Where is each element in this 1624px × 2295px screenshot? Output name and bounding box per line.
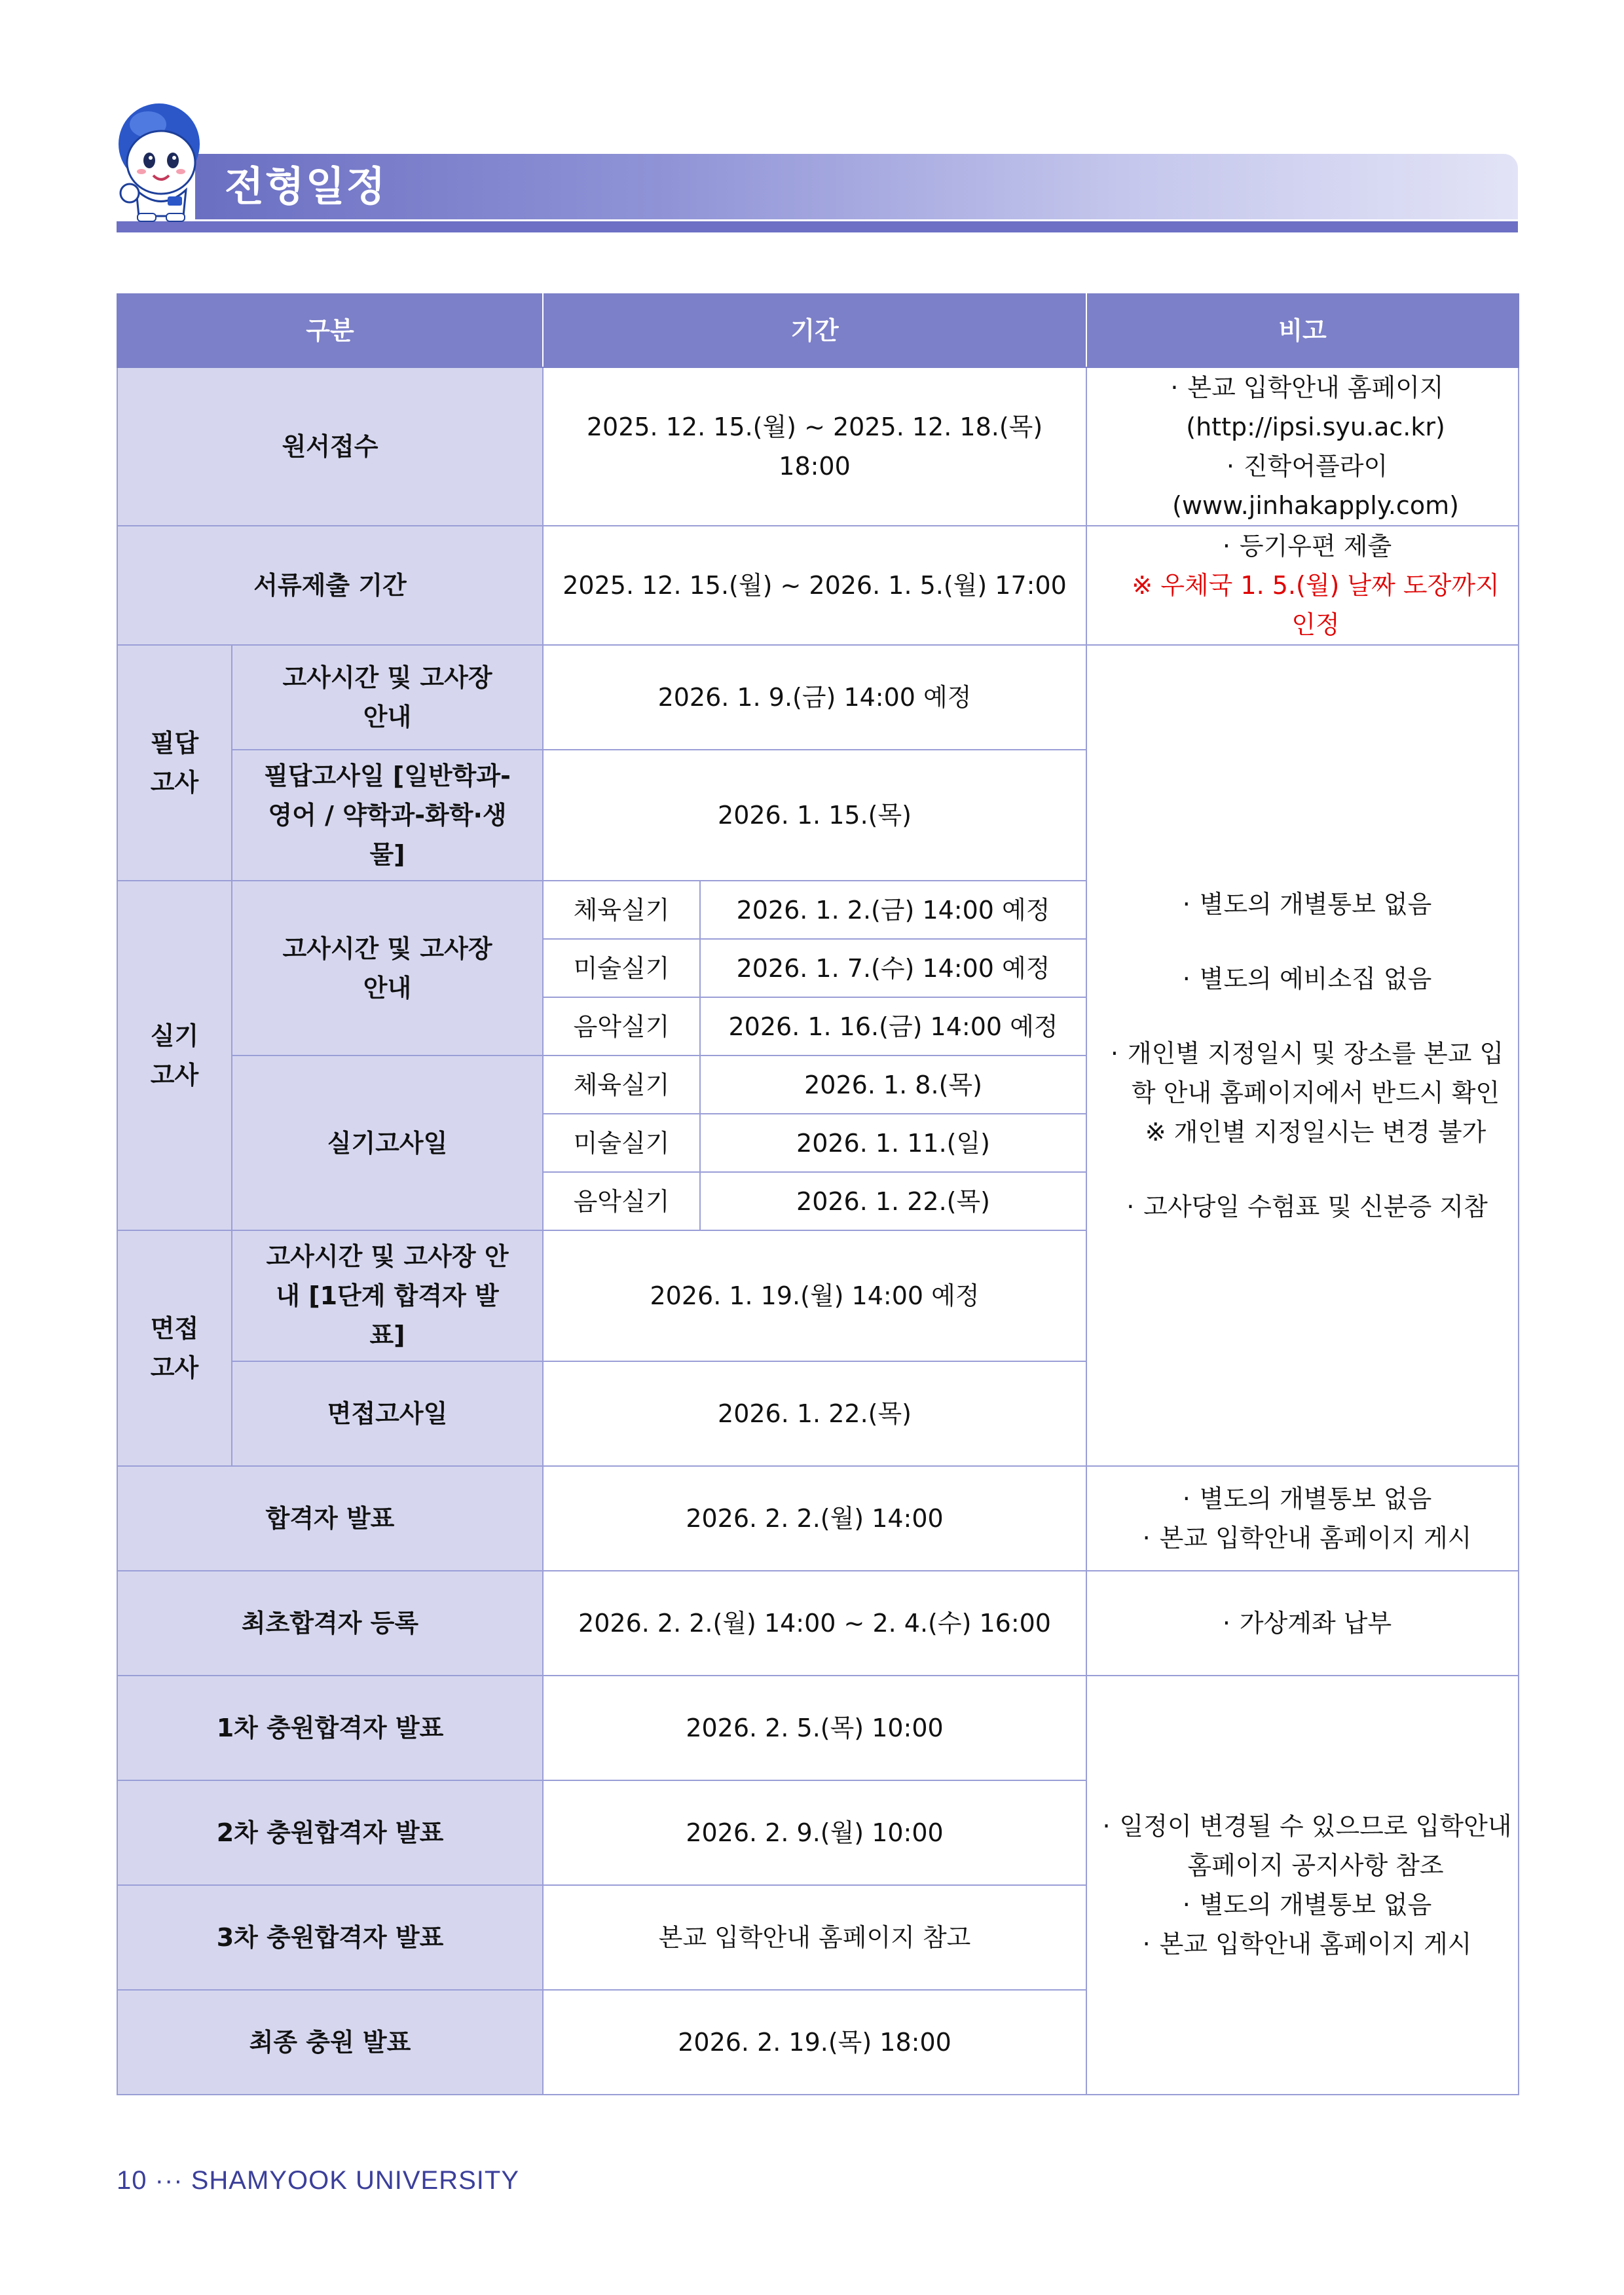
university-name: SHAMYOOK UNIVERSITY <box>191 2166 520 2195</box>
exam-type: 체육실기 <box>543 881 700 939</box>
row-label: 고사시간 및 고사장 안내 <box>232 881 543 1056</box>
row-period: 2026. 2. 2.(월) 14:00 ~ 2. 4.(수) 16:00 <box>543 1571 1086 1676</box>
group-label: 필답 고사 <box>117 645 232 881</box>
note-text: 본교 입학안내 홈페이지 게시 <box>1159 1524 1472 1552</box>
row-period: 2026. 1. 16.(금) 14:00 예정 <box>700 997 1086 1056</box>
row-notes <box>1086 1571 1519 1676</box>
row-period: 2026. 1. 11.(일) <box>700 1114 1086 1172</box>
bullet: · <box>1182 1890 1190 1919</box>
note-url: (http://ipsi.syu.ac.kr) <box>1186 413 1445 441</box>
row-notes <box>1086 526 1519 645</box>
note-text: 고사당일 수험표 및 신분증 지참 <box>1143 1192 1488 1221</box>
mascot-icon <box>110 98 208 223</box>
bullet: · <box>1226 452 1234 481</box>
row-label: 서류제출 기간 <box>117 526 543 645</box>
row-period: 2026. 2. 9.(월) 10:00 <box>543 1780 1086 1885</box>
row-label: 2차 충원합격자 발표 <box>117 1780 543 1885</box>
row-period: 2026. 1. 22.(목) <box>700 1172 1086 1230</box>
additional-notes <box>1086 1676 1519 2095</box>
title-underline <box>117 221 1518 232</box>
row-period: 2026. 2. 19.(목) 18:00 <box>543 1990 1086 2095</box>
exam-type: 미술실기 <box>543 939 700 997</box>
header-notes-label: 비고 <box>1086 294 1519 367</box>
row-period: 2026. 1. 7.(수) 14:00 예정 <box>700 939 1086 997</box>
section-header <box>117 98 1518 232</box>
bullet: · <box>1182 964 1190 993</box>
row-label: 고사시간 및 고사장 안내 [1단계 합격자 발표] <box>232 1230 543 1361</box>
exam-type: 체육실기 <box>543 1056 700 1114</box>
note-text: 별도의 개별통보 없음 <box>1199 890 1432 919</box>
table-row <box>117 645 1519 750</box>
page-footer <box>117 2166 519 2195</box>
row-period: 2026. 1. 19.(월) 14:00 예정 <box>543 1230 1086 1361</box>
note-text: 진학어플라이(www.jinhakapply.com) <box>1172 452 1459 520</box>
title-banner <box>195 154 1518 219</box>
row-label: 최초합격자 등록 <box>117 1571 543 1676</box>
note-text: 본교 입학안내 홈페이지 <box>1187 373 1444 402</box>
note-text: 개인별 지정일시 및 장소를 본교 입학 안내 홈페이지에서 반드시 확인 <box>1127 1039 1504 1107</box>
row-label: 원서접수 <box>117 367 543 526</box>
note-text: 가상계좌 납부 <box>1239 1609 1392 1638</box>
bullet: · <box>1222 1609 1230 1638</box>
row-label: 면접고사일 <box>232 1361 543 1466</box>
bullet: · <box>1110 1039 1118 1068</box>
note-text: 등기우편 제출 <box>1239 532 1392 560</box>
row-label: 고사시간 및 고사장 안내 <box>232 645 543 750</box>
exam-notes <box>1086 645 1519 1466</box>
row-period: 2025. 12. 15.(월) ~ 2025. 12. 18.(목) 18:00 <box>543 367 1086 526</box>
table-row <box>117 1571 1519 1676</box>
footer-separator: ··· <box>155 2166 183 2195</box>
row-label: 최종 충원 발표 <box>117 1990 543 2095</box>
note-warning: ※ 개인별 지정일시는 변경 불가 <box>1145 1118 1486 1147</box>
table-row <box>117 367 1519 526</box>
header-period-label: 기간 <box>543 294 1086 367</box>
group-label: 실기 고사 <box>117 881 232 1230</box>
bullet: · <box>1126 1192 1135 1221</box>
row-period: 2025. 12. 15.(월) ~ 2026. 1. 5.(월) 17:00 <box>543 526 1086 645</box>
exam-type: 미술실기 <box>543 1114 700 1172</box>
row-period: 2026. 2. 5.(목) 10:00 <box>543 1676 1086 1780</box>
row-period: 2026. 1. 9.(금) 14:00 예정 <box>543 645 1086 750</box>
bullet: · <box>1182 1484 1190 1513</box>
group-label: 면접 고사 <box>117 1230 232 1466</box>
row-period: 2026. 1. 8.(목) <box>700 1056 1086 1114</box>
bullet: · <box>1222 532 1230 560</box>
bullet: · <box>1170 373 1179 402</box>
exam-type: 음악실기 <box>543 997 700 1056</box>
table-header-row <box>117 294 1519 367</box>
bullet: · <box>1142 1524 1151 1552</box>
bullet: · <box>1142 1930 1151 1958</box>
row-notes <box>1086 1466 1519 1571</box>
exam-type: 음악실기 <box>543 1172 700 1230</box>
note-warning: ※ 우체국 1. 5.(월) 날짜 도장까지 인정 <box>1132 571 1500 639</box>
row-label: 1차 충원합격자 발표 <box>117 1676 543 1780</box>
table-row <box>117 1676 1519 1780</box>
schedule-table-body <box>117 293 1519 2095</box>
page-title: 전형일정 <box>225 162 387 210</box>
row-period: 본교 입학안내 홈페이지 참고 <box>543 1885 1086 1990</box>
row-label: 필답고사일 [일반학과-영어 / 약학과-화학·생물] <box>232 750 543 881</box>
header-category-label: 구분 <box>117 294 543 367</box>
table-row <box>117 526 1519 645</box>
note-text: 별도의 예비소집 없음 <box>1199 964 1432 993</box>
note-text: 본교 입학안내 홈페이지 게시 <box>1159 1930 1472 1958</box>
row-label: 실기고사일 <box>232 1056 543 1230</box>
note-text: 별도의 개별통보 없음 <box>1199 1890 1432 1919</box>
row-period: 2026. 2. 2.(월) 14:00 <box>543 1466 1086 1571</box>
row-period: 2026. 1. 2.(금) 14:00 예정 <box>700 881 1086 939</box>
row-notes <box>1086 367 1519 526</box>
row-period: 2026. 1. 15.(목) <box>543 750 1086 881</box>
table-row <box>117 1466 1519 1571</box>
bullet: · <box>1182 890 1190 919</box>
bullet: · <box>1102 1812 1111 1841</box>
row-label: 합격자 발표 <box>117 1466 543 1571</box>
note-text: 일정이 변경될 수 있으므로 입학안내 홈페이지 공지사항 참조 <box>1119 1812 1512 1880</box>
row-label: 3차 충원합격자 발표 <box>117 1885 543 1990</box>
page-number: 10 <box>117 2166 147 2195</box>
row-period: 2026. 1. 22.(목) <box>543 1361 1086 1466</box>
note-text: 별도의 개별통보 없음 <box>1199 1484 1432 1513</box>
